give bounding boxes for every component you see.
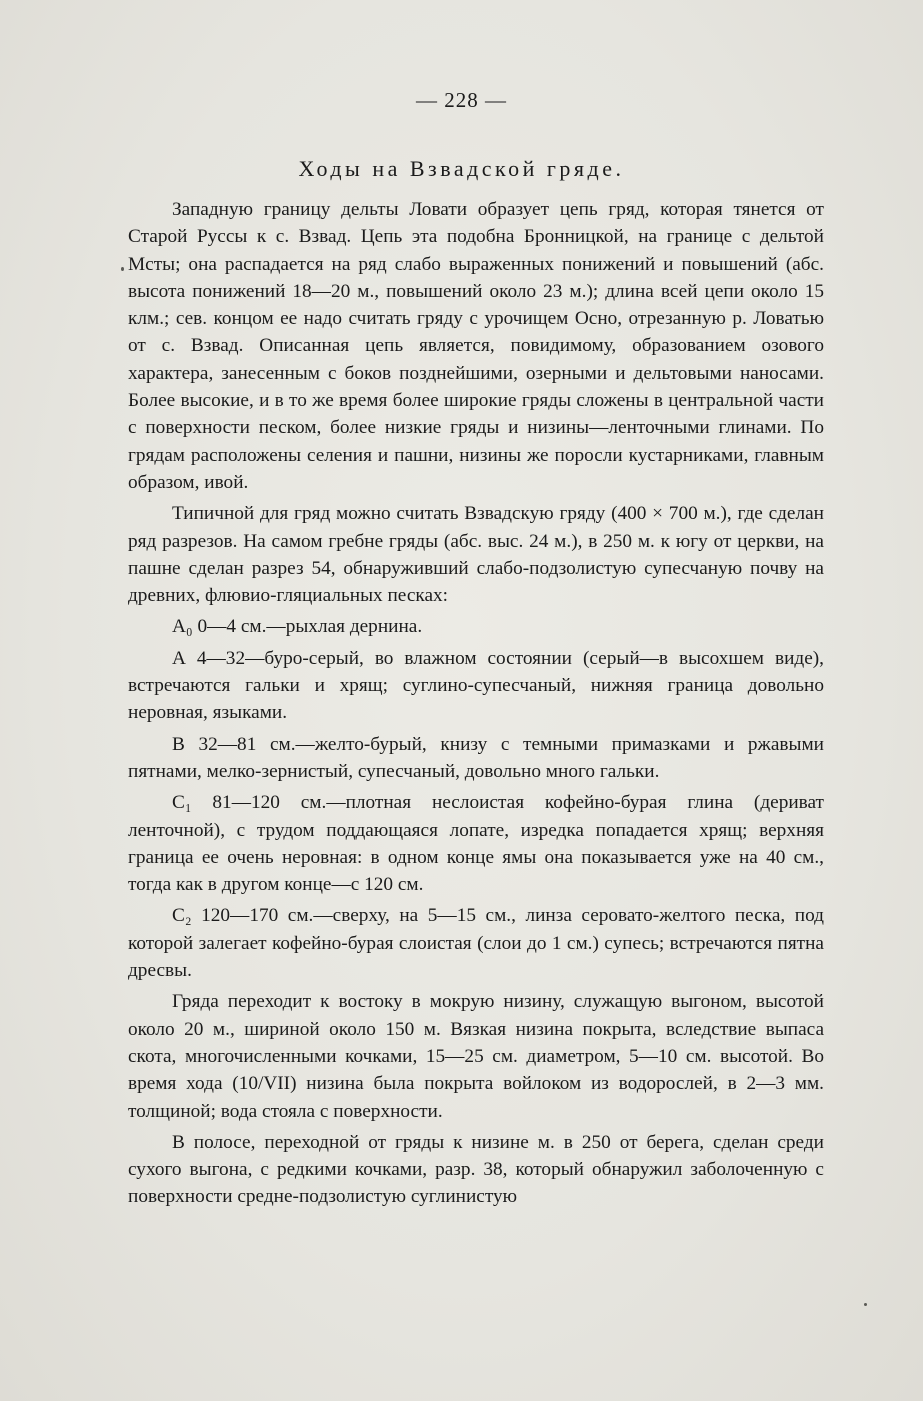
horizon-c2: С₂ 120—170 см.—сверху, на 5—15 см., линза серовато-желтого песка, под которой залегает кофейно-бурая слоистая (слои до 1 см.) супесь; встречаются пятна дресвы.: [128, 905, 824, 982]
body-text: [128, 196, 824, 1215]
paragraph-ridge-description: Западную границу дельты Ловати образует цепь гряд, которая тянется от Старой Руссы к с. Взвад. Цепь эта подобна Бронницкой, на границе с дельтой Мсты; она распадается на ряд слабо выраженных понижений и повышений (абс. высота понижений 18—20 м., повышений около 23 м.); длина всей цепи около 15 клм.; сев. концом ее надо считать гряду с урочищем Осно, отрезанную р. Ловатью от с. Взвад. Описанная цепь является, повидимому, образованием озового характера, занесенным с боков позднейшими, озерными и дельтовыми наносами. Более высокие, и в то же время более широкие гряды сложены в центральной части с поверхности песком, более низкие гряды и низины—ленточными глинами. По грядам расположены селения и пашни, низины же поросли кустарниками, главным образом, ивой.: [128, 199, 824, 493]
print-speck: [121, 267, 124, 271]
page-number: — 228 —: [416, 88, 507, 112]
section-heading: Ходы на Взвадской гряде.: [298, 156, 625, 181]
horizon-a: А 4—32—буро-серый, во влажном состоянии (серый—в высохшем виде), встречаются гальки и хрящ; суглино-супесчаный, нижняя граница довольно неровная, языками.: [128, 647, 824, 724]
paragraph-transition-zone: В полосе, переходной от гряды к низине м. в 250 от берега, сделан среди сухого выгона, с редкими кочками, разр. 38, который обнаружил заболоченную с поверхности средне-подзолистую суглинистую: [128, 1131, 824, 1208]
paragraph-lowland: Гряда переходит к востоку в мокрую низину, служащую выгоном, высотой около 20 м., шириной около 150 м. Вязкая низина покрыта, вследствие выпаса скота, многочисленными кочками, 15—25 см. диаметром, 5—10 см. высотой. Во время хода (10/VII) низина была покрыта войлоком из водорослей, в 2—3 мм. толщиной; вода стояла с поверхности.: [128, 991, 824, 1122]
paragraph-typical-ridge: Типичной для гряд можно считать Взвадскую гряду (400 × 700 м.), где сделан ряд разрезов. На самом гребне гряды (абс. выс. 24 м.), в 250 м. к югу от церкви, на пашне сделан разрез 54, обнаруживший слабо-подзолистую супесчаную почву на древних, флювио-гляциальных песках:: [128, 503, 824, 607]
horizon-a0: А₀ 0—4 см.—рыхлая дернина.: [172, 616, 423, 638]
horizon-c1: С₁ 81—120 см.—плотная неслоистая кофейно-бурая глина (дериват ленточной), с трудом поддающаяся лопате, изредка попадается хрящ; верхняя граница ее очень неровная: в одном конце ямы она показывается уже на 40 см., тогда как в другом конце—с 120 см.: [128, 792, 824, 896]
print-speck: [864, 1303, 867, 1306]
horizon-b: В 32—81 см.—желто-бурый, книзу с темными примазками и ржавыми пятнами, мелко-зернистый, супесчаный, довольно много гальки.: [128, 733, 824, 782]
